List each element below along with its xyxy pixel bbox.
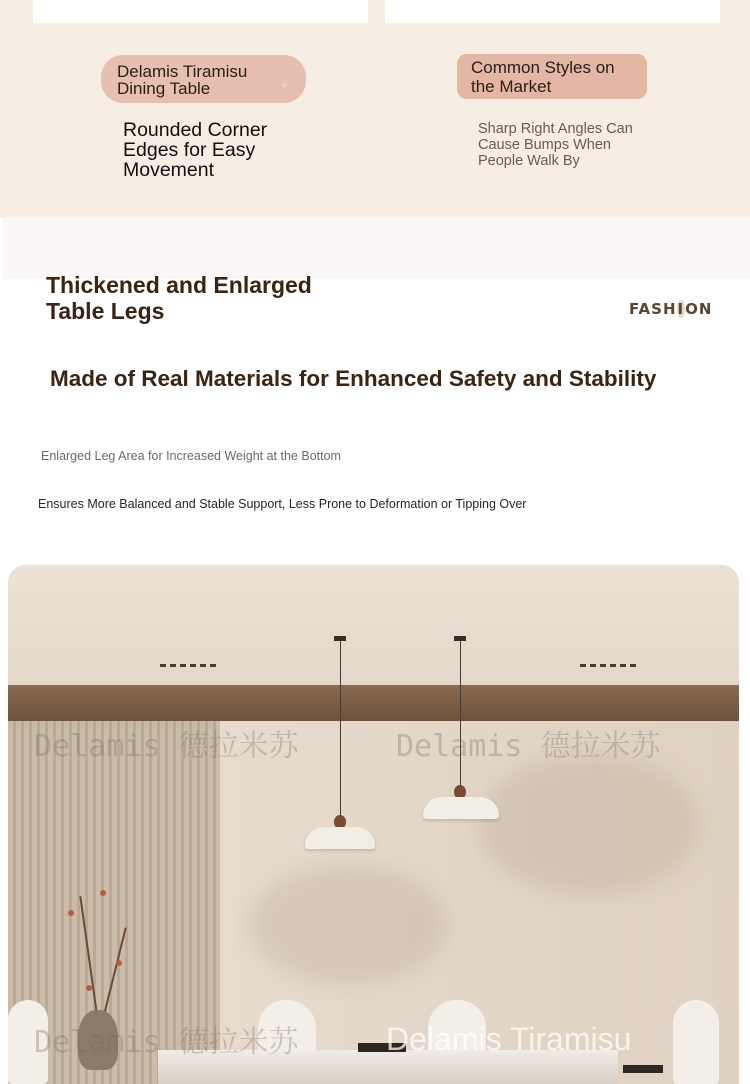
leaf-shadow	[248, 865, 448, 985]
dining-chair	[673, 1000, 719, 1084]
market-image-card	[385, 0, 720, 23]
market-label: Common Styles on the Market	[471, 58, 615, 96]
fashion-logo	[629, 300, 712, 318]
materials-headline: Made of Real Materials for Enhanced Safety and Stability	[50, 366, 657, 391]
stacked-books	[623, 1065, 663, 1073]
section-divider	[3, 217, 750, 279]
pendant-cord	[460, 641, 461, 791]
blossom	[100, 890, 106, 896]
leg-area-text: Enlarged Leg Area for Increased Weight at the Bottom	[41, 449, 341, 463]
blossom	[68, 910, 74, 916]
ours-description: Rounded Corner Edges for Easy Movement	[123, 119, 268, 181]
ceiling-spotlight	[160, 664, 218, 667]
ceiling	[8, 565, 739, 685]
pendant-lamp-shade	[305, 827, 375, 849]
fashion-logo-post: ON	[685, 300, 713, 318]
watermark: Delamis 德拉米苏	[34, 729, 299, 764]
fashion-logo-o: I	[677, 300, 685, 318]
blossom	[116, 960, 122, 966]
blossom	[86, 985, 92, 991]
dining-room-photo	[8, 565, 739, 1084]
legs-title: Thickened and Enlarged Table Legs	[46, 272, 312, 324]
leaf-shadow	[478, 755, 698, 895]
market-label-pill	[457, 54, 647, 99]
ceiling-spotlight	[580, 664, 638, 667]
stability-text: Ensures More Balanced and Stable Support, Less Prone to Deformation or Tipping Over	[38, 497, 527, 511]
pendant-cord	[340, 641, 341, 831]
watermark: Delamis 德拉米苏	[34, 1025, 299, 1060]
pendant-lamp-shade	[423, 797, 499, 819]
watermark: Delamis 德拉米苏	[396, 729, 661, 764]
fashion-logo-pre: FASH	[629, 300, 677, 318]
ours-label: Delamis Tiramisu Dining Table	[117, 62, 248, 98]
wood-beam	[8, 685, 739, 721]
ours-image-card	[33, 0, 368, 23]
comparison-section	[0, 0, 750, 218]
plus-icon: +	[280, 78, 288, 92]
market-description: Sharp Right Angles Can Cause Bumps When People Walk By	[478, 121, 633, 169]
brand-watermark: Delamis Tiramisu	[386, 1021, 632, 1057]
ours-label-pill	[101, 55, 306, 103]
